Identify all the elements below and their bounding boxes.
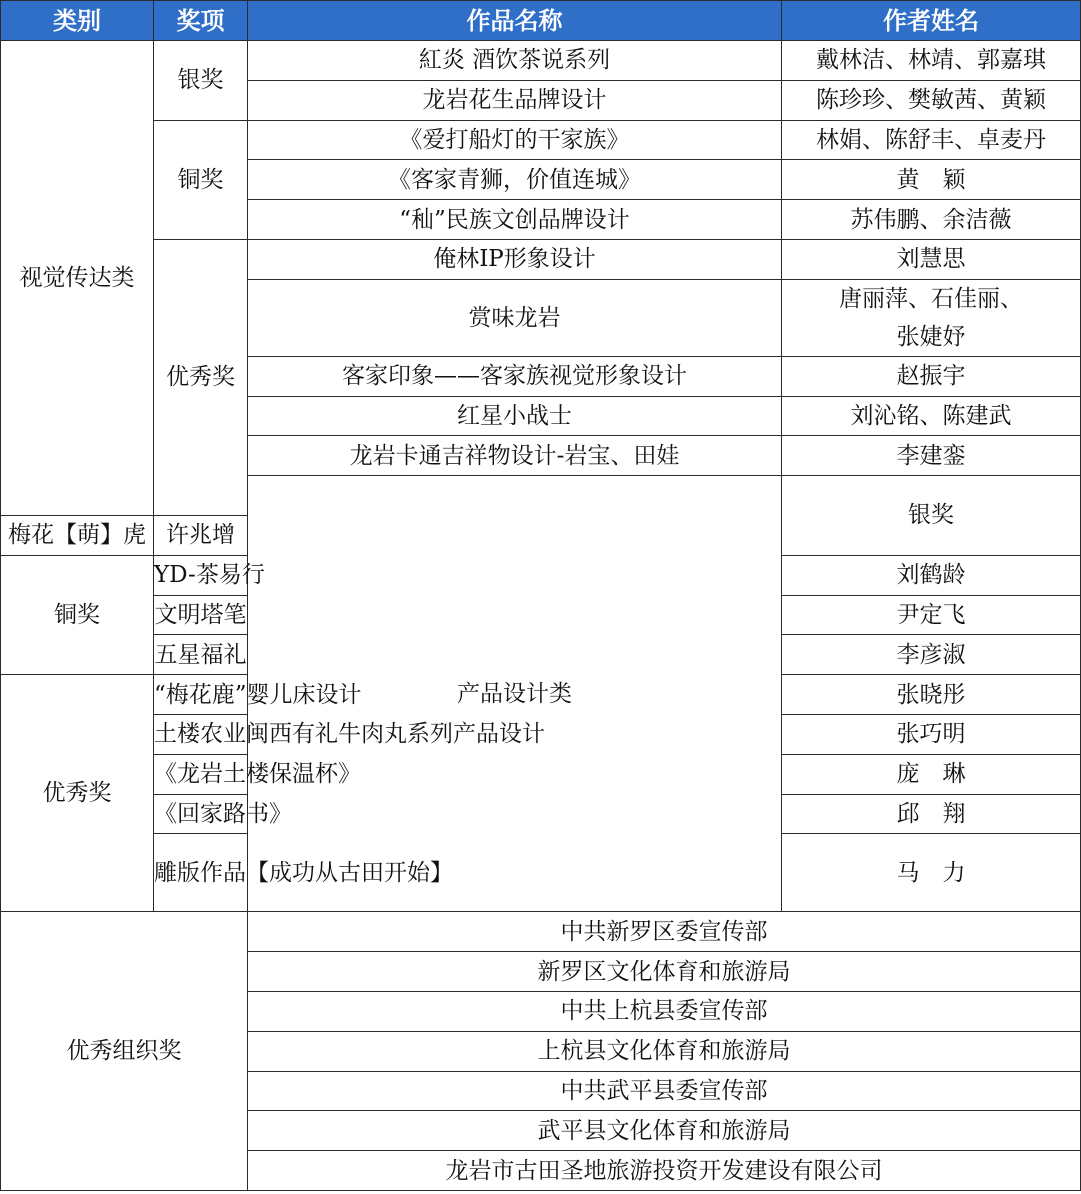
author-cell: 张巧明: [782, 714, 1081, 754]
work-title-cell: 龙岩花生品牌设计: [248, 80, 782, 120]
org-name-cell: 武平县文化体育和旅游局: [248, 1111, 1081, 1151]
work-title-cell: 赏味龙岩: [248, 279, 782, 356]
org-name-cell: 中共新罗区委宣传部: [248, 912, 1081, 952]
table-row: [1, 120, 1081, 160]
author-cell: 苏伟鹏、余洁薇: [782, 200, 1081, 240]
work-title-cell: “梅花鹿”婴儿床设计: [154, 675, 248, 715]
author-cell: 刘鹤龄: [782, 555, 1081, 595]
author-cell: 林娟、陈舒丰、卓麦丹: [782, 120, 1081, 160]
author-cell: 赵振宇: [782, 356, 1081, 396]
author-cell: 黄 颖: [782, 160, 1081, 200]
header-author: 作者姓名: [782, 1, 1081, 41]
author-cell: 陈珍珍、樊敏茜、黄颖: [782, 80, 1081, 120]
author-cell: 庞 琳: [782, 754, 1081, 794]
org-name-cell: 中共上杭县委宣传部: [248, 991, 1081, 1031]
table-row: [1, 239, 1081, 279]
work-title-cell: YD-茶易行: [154, 555, 248, 595]
work-title-cell: 梅花【萌】虎: [1, 515, 154, 555]
author-line: 张婕妤: [896, 323, 966, 350]
author-cell: 刘慧思: [782, 239, 1081, 279]
author-cell: 刘沁铭、陈建武: [782, 396, 1081, 436]
category-cell: 视觉传达类: [1, 41, 154, 516]
work-title-cell: 紅炎 酒饮茶说系列: [248, 41, 782, 81]
work-title-cell: 《客家青狮，价值连城》: [248, 160, 782, 200]
table-row: [1, 41, 1081, 81]
work-title-cell: 龙岩卡通吉祥物设计-岩宝、田娃: [248, 436, 782, 476]
work-title-cell: 文明塔笔: [154, 595, 248, 635]
work-title-cell: 客家印象——客家族视觉形象设计: [248, 356, 782, 396]
work-title-cell: 土楼农业闽西有礼牛肉丸系列产品设计: [154, 714, 248, 754]
award-level-cell: 优秀奖: [1, 675, 154, 912]
org-name-cell: 上杭县文化体育和旅游局: [248, 1031, 1081, 1071]
header-work-title: 作品名称: [248, 1, 782, 41]
header-award: 奖项: [154, 1, 248, 41]
work-title-cell: 红星小战士: [248, 396, 782, 436]
category-cell: 产品设计类: [248, 476, 782, 912]
author-cell: [782, 279, 1081, 356]
award-level-cell: 铜奖: [1, 555, 154, 674]
author-line: 唐丽萍、石佳丽、: [839, 285, 1023, 312]
header-row: [1, 1, 1081, 41]
work-title-cell: 雕版作品【成功从古田开始】: [154, 834, 248, 912]
work-title-cell: “秈”民族文创品牌设计: [248, 200, 782, 240]
author-cell: 李建銮: [782, 436, 1081, 476]
award-level-cell: 铜奖: [154, 120, 248, 239]
author-cell: 张晓彤: [782, 675, 1081, 715]
author-cell: 邱 翔: [782, 794, 1081, 834]
author-cell: 许兆增: [154, 515, 248, 555]
org-award-label: 优秀组织奖: [1, 912, 248, 1191]
author-cell: 尹定飞: [782, 595, 1081, 635]
award-level-cell: 优秀奖: [154, 239, 248, 515]
work-title-cell: 《龙岩土楼保温杯》: [154, 754, 248, 794]
header-category: 类别: [1, 1, 154, 41]
author-cell: 李彦淑: [782, 635, 1081, 675]
table-row: [1, 912, 1081, 952]
org-name-cell: 龙岩市古田圣地旅游投资开发建设有限公司: [248, 1151, 1081, 1191]
work-title-cell: 《回家路书》: [154, 794, 248, 834]
work-title-cell: 五星福礼: [154, 635, 248, 675]
work-title-cell: 俺林IP形象设计: [248, 239, 782, 279]
author-cell: 马 力: [782, 834, 1081, 912]
award-level-cell: 银奖: [782, 476, 1081, 556]
award-level-cell: 银奖: [154, 41, 248, 121]
org-name-cell: 中共武平县委宣传部: [248, 1071, 1081, 1111]
work-title-cell: 《爱打船灯的干家族》: [248, 120, 782, 160]
org-name-cell: 新罗区文化体育和旅游局: [248, 952, 1081, 992]
author-cell: 戴林洁、林靖、郭嘉琪: [782, 41, 1081, 81]
